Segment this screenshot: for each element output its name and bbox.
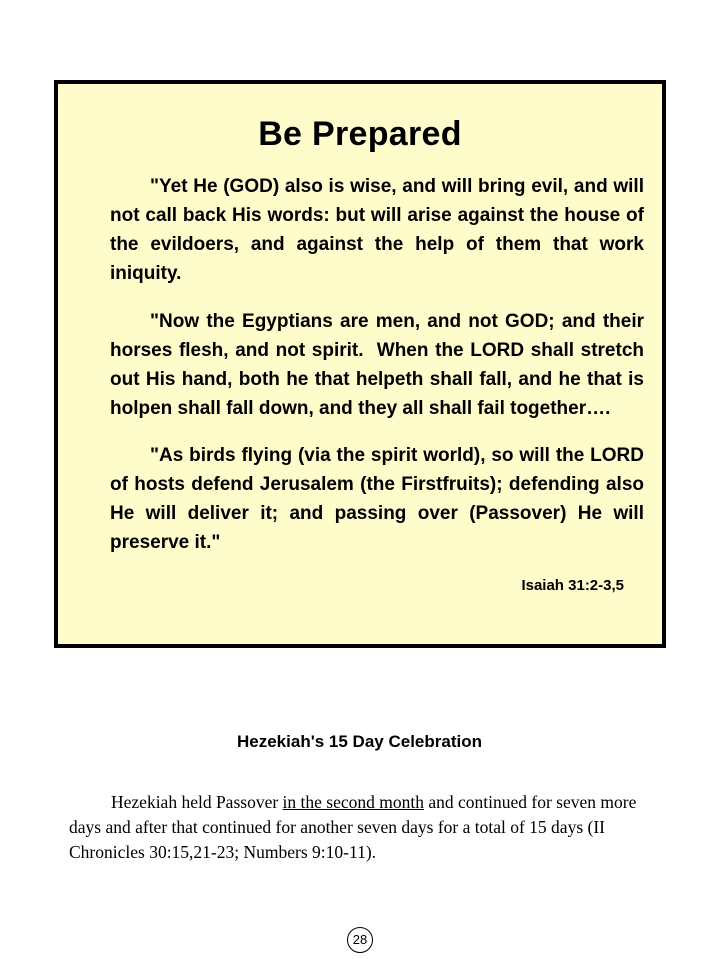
scripture-callout-box [54, 80, 666, 648]
note-text-before: Hezekiah held Passover [111, 792, 283, 812]
section-heading: Hezekiah's 15 Day Celebration [237, 732, 482, 751]
section-note-paragraph [69, 790, 653, 865]
note-underlined-phrase: in the second month [282, 792, 424, 812]
note-text-after: and continued for seven more days and after that continued for another seven days for a total of 15 days (II Chronicles 30:15,21-23; Numbers 9:10-11). [69, 792, 637, 862]
scripture-citation: Isaiah 31:2-3,5 [521, 576, 624, 594]
scripture-body [58, 173, 662, 558]
scripture-paragraph: "Now the Egyptians are men, and not GOD; and their horses flesh, and not spirit. When the LORD shall stretch out His hand, both he that helpeth shall fall, and he that is holpen shall fall down, and they all shall fail together…. [110, 310, 650, 419]
scripture-paragraph: "As birds flying (via the spirit world), so will the LORD of hosts defend Jerusalem (the Firstfruits); defending also He will deliver it; and passing over (Passover) He will preserve it." [110, 445, 650, 554]
page-number: 28 [347, 927, 373, 953]
scripture-title: Be Prepared [258, 115, 462, 153]
scripture-paragraph: "Yet He (GOD) also is wise, and will bring evil, and will not call back His words: but will arise against the house of the evildoers, and against the help of them that work iniquity. [110, 176, 650, 285]
